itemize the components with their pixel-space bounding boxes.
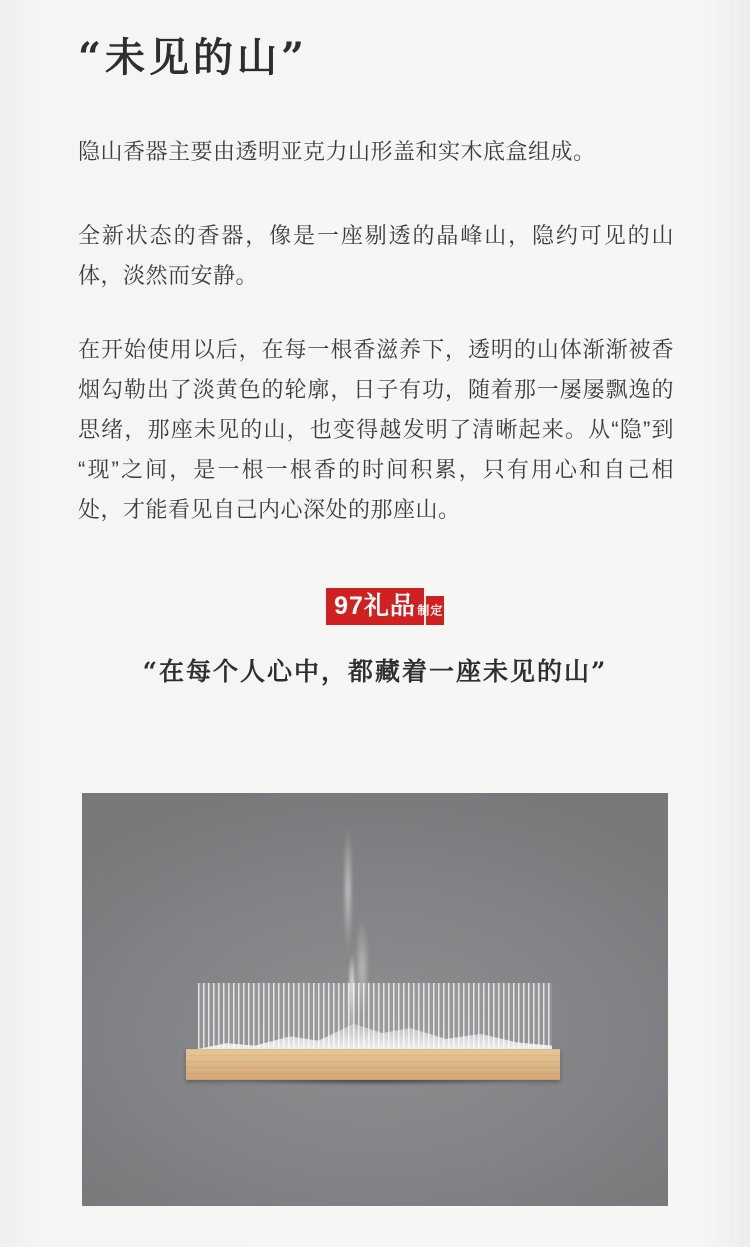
paragraph-1: 隐山香器主要由透明亚克力山形盖和实木底盒组成。 <box>78 139 596 164</box>
product-shadow <box>178 1080 570 1094</box>
page-title: “未见的山” <box>78 34 309 81</box>
watermark-stamp <box>0 588 750 648</box>
wood-grain-texture <box>186 1049 560 1080</box>
paragraph-3: 在开始使用以后，在每一根香滋养下，透明的山体渐渐被香烟勾勒出了淡黄色的轮廓，日子有功，随着那一屡屡飘逸的思绪，那座未见的山，也变得越发明了清晰起来。从“隐”到“现”之间，是一根一根香的时间积累，只有用心和自己相处，才能看见自己内心深处的那座山。 <box>78 337 674 522</box>
pull-quote: “在每个人心中，都藏着一座未见的山” <box>142 657 608 686</box>
product-photo <box>82 793 668 1206</box>
wood-base <box>186 1049 560 1080</box>
stamp-side-label: 定制 <box>426 596 444 625</box>
stamp-main-label: 97礼品 <box>326 588 424 625</box>
stamp-group <box>326 588 443 625</box>
paragraph-2: 全新状态的香器，像是一座剔透的晶峰山，隐约可见的山体，淡然而安静。 <box>78 223 674 288</box>
